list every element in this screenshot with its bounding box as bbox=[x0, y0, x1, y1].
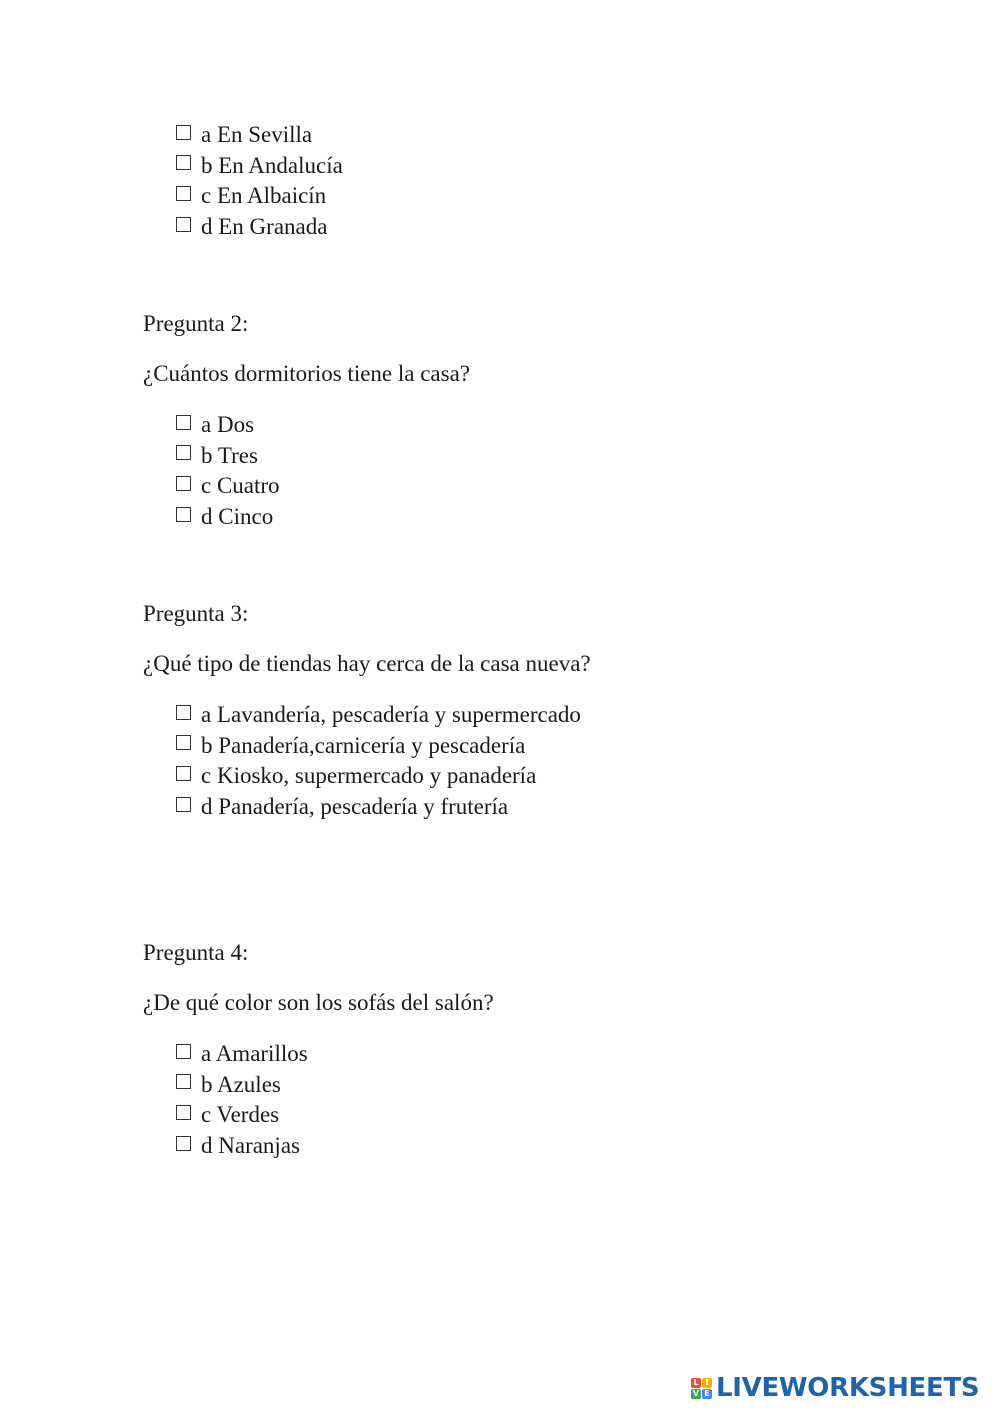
option-q4-b[interactable] bbox=[176, 1070, 308, 1101]
checkbox-icon[interactable] bbox=[176, 155, 191, 170]
option-q1-b[interactable] bbox=[176, 151, 343, 182]
logo-mark-tile: L bbox=[691, 1378, 701, 1388]
option-q2-c[interactable] bbox=[176, 471, 280, 502]
option-label: b En Andalucía bbox=[201, 152, 343, 178]
checkbox-icon[interactable] bbox=[176, 705, 191, 720]
option-q1-a[interactable] bbox=[176, 120, 343, 151]
option-label: a Lavandería, pescadería y supermercado bbox=[201, 702, 581, 728]
option-label: a Dos bbox=[201, 412, 255, 438]
option-q4-d[interactable] bbox=[176, 1131, 308, 1162]
checkbox-icon[interactable] bbox=[176, 1105, 191, 1120]
checkbox-icon[interactable] bbox=[176, 766, 191, 781]
question-label: Pregunta 2: bbox=[143, 311, 249, 336]
question-text: ¿De qué color son los sofás del salón? bbox=[143, 990, 494, 1015]
option-label: c Kiosko, supermercado y panadería bbox=[201, 763, 537, 789]
option-label: d Panadería, pescadería y frutería bbox=[201, 794, 509, 820]
option-q3-a[interactable] bbox=[176, 700, 581, 731]
question-1-options bbox=[176, 120, 343, 242]
option-q3-b[interactable] bbox=[176, 731, 581, 762]
checkbox-icon[interactable] bbox=[176, 186, 191, 201]
option-q4-a[interactable] bbox=[176, 1039, 308, 1070]
checkbox-icon[interactable] bbox=[176, 797, 191, 812]
option-q3-d[interactable] bbox=[176, 792, 581, 823]
logo-mark-tile: I bbox=[702, 1378, 712, 1388]
option-q2-b[interactable] bbox=[176, 441, 280, 472]
option-label: a En Sevilla bbox=[201, 122, 313, 148]
option-q2-a[interactable] bbox=[176, 410, 280, 441]
question-label: Pregunta 4: bbox=[143, 940, 249, 965]
question-label: Pregunta 3: bbox=[143, 601, 249, 626]
question-3-options bbox=[176, 700, 581, 822]
option-label: b Tres bbox=[201, 442, 258, 468]
option-label: d Cinco bbox=[201, 504, 274, 530]
checkbox-icon[interactable] bbox=[176, 445, 191, 460]
checkbox-icon[interactable] bbox=[176, 735, 191, 750]
checkbox-icon[interactable] bbox=[176, 476, 191, 491]
liveworksheets-logo bbox=[691, 1374, 979, 1402]
option-label: a Amarillos bbox=[201, 1041, 308, 1067]
option-label: b Azules bbox=[201, 1071, 281, 1097]
option-label: d En Granada bbox=[201, 214, 328, 240]
option-q1-d[interactable] bbox=[176, 212, 343, 243]
option-label: c Verdes bbox=[201, 1102, 280, 1128]
option-label: c En Albaicín bbox=[201, 183, 327, 209]
checkbox-icon[interactable] bbox=[176, 125, 191, 140]
checkbox-icon[interactable] bbox=[176, 507, 191, 522]
checkbox-icon[interactable] bbox=[176, 1074, 191, 1089]
logo-mark-tile: E bbox=[702, 1389, 712, 1399]
question-text: ¿Cuántos dormitorios tiene la casa? bbox=[143, 361, 471, 386]
question-2-options bbox=[176, 410, 280, 532]
logo-mark-tile: V bbox=[692, 1388, 700, 1398]
option-q4-c[interactable] bbox=[176, 1100, 308, 1131]
checkbox-icon[interactable] bbox=[176, 415, 191, 430]
option-label: b Panadería,carnicería y pescadería bbox=[201, 732, 526, 758]
option-q2-d[interactable] bbox=[176, 502, 280, 533]
checkbox-icon[interactable] bbox=[176, 217, 191, 232]
option-q3-c[interactable] bbox=[176, 761, 581, 792]
checkbox-icon[interactable] bbox=[176, 1136, 191, 1151]
option-q1-c[interactable] bbox=[176, 181, 343, 212]
logo-text: LIVEWORKSHEETS bbox=[716, 1373, 980, 1403]
question-4-options bbox=[176, 1039, 308, 1161]
liveworksheets-mark-icon bbox=[691, 1378, 712, 1399]
option-label: c Cuatro bbox=[201, 473, 280, 499]
checkbox-icon[interactable] bbox=[176, 1044, 191, 1059]
question-text: ¿Qué tipo de tiendas hay cerca de la casa nueva? bbox=[143, 651, 591, 676]
option-label: d Naranjas bbox=[201, 1133, 300, 1159]
